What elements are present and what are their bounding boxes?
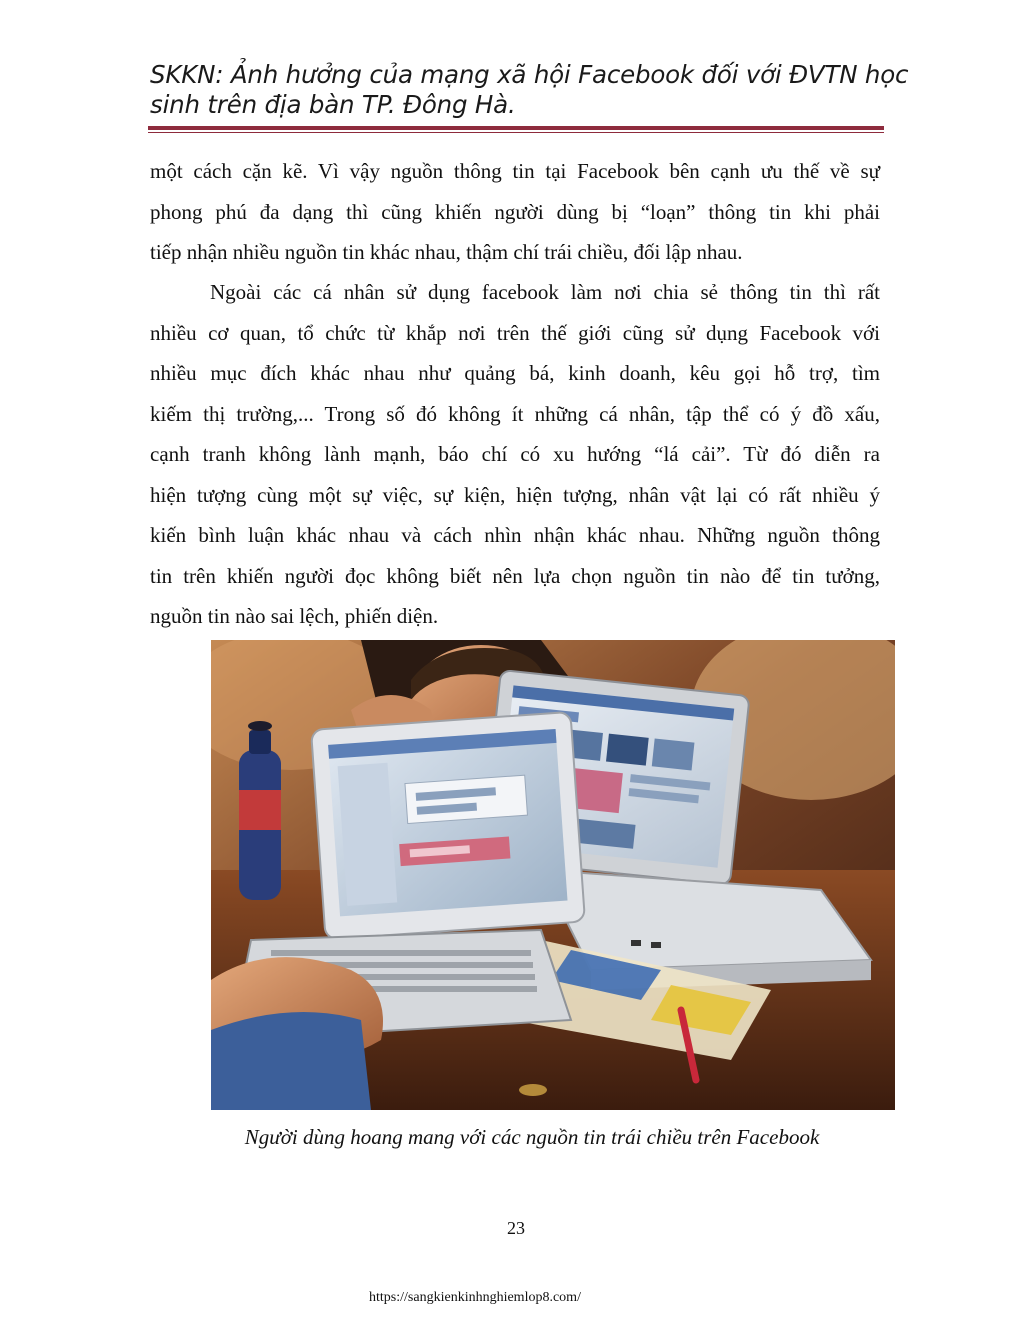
paragraph-line: tin trên khiến người đọc không biết nên lựa chọn nguồn tin nào để tin tưởng,: [150, 563, 880, 588]
header-rule-thick: [148, 126, 884, 130]
paragraph-line: kiến bình luận khác nhau và cách nhìn nhận khác nhau. Những nguồn thông: [150, 523, 880, 547]
document-header: [150, 60, 909, 120]
paragraph-line: nhiều cơ quan, tổ chức từ khắp nơi trên thế giới cũng sử dụng Facebook với: [150, 320, 880, 345]
paragraph-line: nguồn tin nào sai lệch, phiến diện.: [150, 604, 439, 628]
paragraph-line: phong phú đa dạng thì cũng khiến người dùng bị “loạn” thông tin khi phải: [150, 199, 880, 224]
paragraph-line: một cách cặn kẽ. Vì vậy nguồn thông tin tại Facebook bên cạnh ưu thế về sự: [150, 159, 880, 183]
header-title-line-2: sinh trên địa bàn TP. Đông Hà.: [150, 90, 516, 119]
paragraph-1: [150, 151, 880, 273]
page-number: 23: [507, 1218, 525, 1238]
paragraph-line: cạnh tranh không lành mạnh, báo chí có xu hướng “lá cải”. Từ đó diễn ra: [150, 442, 880, 466]
footer-url: https://sangkienkinhnghiemlop8.com/: [369, 1290, 581, 1305]
laptops-photo-illustration: [211, 640, 895, 1110]
header-title-line-1: SKKN: Ảnh hưởng của mạng xã hội Facebook đối với ĐVTN học: [150, 60, 909, 89]
paragraph-line: kiếm thị trường,... Trong số đó không ít những cá nhân, tập thể có ý đồ xấu,: [150, 401, 880, 426]
paragraph-line: tiếp nhận nhiều nguồn tin khác nhau, thậm chí trái chiều, đối lập nhau.: [150, 240, 743, 264]
figure-photo-laptops: [211, 640, 895, 1110]
header-rule-thin: [148, 132, 884, 133]
paragraph-line: hiện tượng cùng một sự việc, sự kiện, hiện tượng, nhân vật lại có rất nhiều ý: [150, 482, 880, 507]
figure-caption: Người dùng hoang mang với các nguồn tin trái chiều trên Facebook: [244, 1125, 820, 1149]
paragraph-2: [150, 272, 880, 637]
paragraph-line: Ngoài các cá nhân sử dụng facebook làm nơi chia sẻ thông tin thì rất: [210, 280, 880, 304]
paragraph-line: nhiều mục đích khác nhau như quảng bá, kinh doanh, kêu gọi hỗ trợ, tìm: [150, 361, 880, 385]
